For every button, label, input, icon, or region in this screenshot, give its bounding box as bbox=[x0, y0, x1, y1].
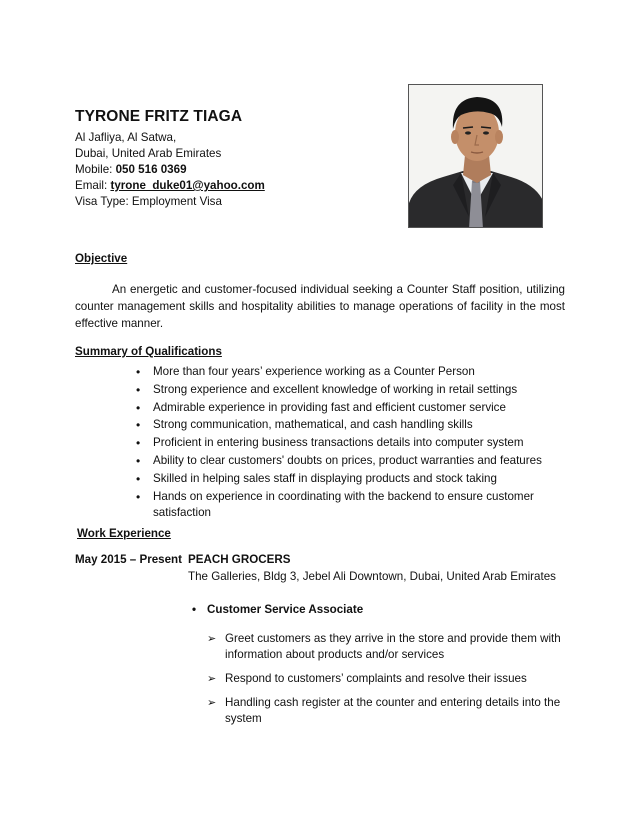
email-link[interactable]: tyrone_duke01@yahoo.com bbox=[110, 179, 265, 192]
visa-type: Visa Type: Employment Visa bbox=[75, 195, 222, 208]
list-item: • Proficient in entering business transactions details into computer system bbox=[136, 435, 556, 451]
address-line-1: Al Jafliya, Al Satwa, bbox=[75, 131, 177, 144]
list-item: ➢ Respond to customers’ complaints and resolve their issues bbox=[207, 671, 567, 687]
job-role bbox=[192, 603, 363, 616]
objective-text: An energetic and customer-focused individual seeking a Counter Staff position, utilizing counter management skills and hospitality abilities to manage operations of facility in the most effective manner. bbox=[75, 283, 565, 330]
list-item: • Strong experience and excellent knowledge of working in retail settings bbox=[136, 382, 556, 398]
company-address: The Galleries, Bldg 3, Jebel Ali Downtown, Dubai, United Arab Emirates bbox=[188, 570, 556, 583]
list-item: • More than four years’ experience working as a Counter Person bbox=[136, 364, 556, 380]
profile-photo-illustration bbox=[409, 85, 543, 228]
list-item: • Strong communication, mathematical, and cash handling skills bbox=[136, 417, 556, 433]
list-item: • Admirable experience in providing fast and efficient customer service bbox=[136, 400, 556, 416]
mobile-label: Mobile: bbox=[75, 163, 113, 176]
contact-block bbox=[75, 130, 265, 210]
work-experience-heading: Work Experience bbox=[77, 527, 171, 540]
list-item: ➢ Handling cash register at the counter and entering details into the system bbox=[207, 695, 567, 727]
qualifications-heading: Summary of Qualifications bbox=[75, 345, 222, 358]
profile-photo bbox=[408, 84, 543, 228]
list-item: • Ability to clear customers' doubts on prices, product warranties and features bbox=[136, 453, 556, 469]
mobile-number: 050 516 0369 bbox=[115, 163, 187, 176]
address-line-2: Dubai, United Arab Emirates bbox=[75, 147, 222, 160]
list-item: • Hands on experience in coordinating with the backend to ensure customer satisfaction bbox=[136, 489, 556, 521]
qualifications-list bbox=[136, 364, 556, 522]
email-line bbox=[75, 178, 265, 194]
list-item: ➢ Greet customers as they arrive in the store and provide them with information about products and/or services bbox=[207, 631, 567, 663]
list-item: • Skilled in helping sales staff in displaying products and stock taking bbox=[136, 471, 556, 487]
candidate-name: TYRONE FRITZ TIAGA bbox=[75, 108, 243, 125]
job-role-title: Customer Service Associate bbox=[207, 603, 364, 616]
company-name: PEACH GROCERS bbox=[188, 553, 291, 566]
duties-list bbox=[207, 631, 567, 735]
email-label: Email: bbox=[75, 179, 108, 192]
objective-heading: Objective bbox=[75, 252, 128, 265]
job-dates: May 2015 – Present bbox=[75, 553, 182, 566]
mobile-line bbox=[75, 162, 265, 178]
